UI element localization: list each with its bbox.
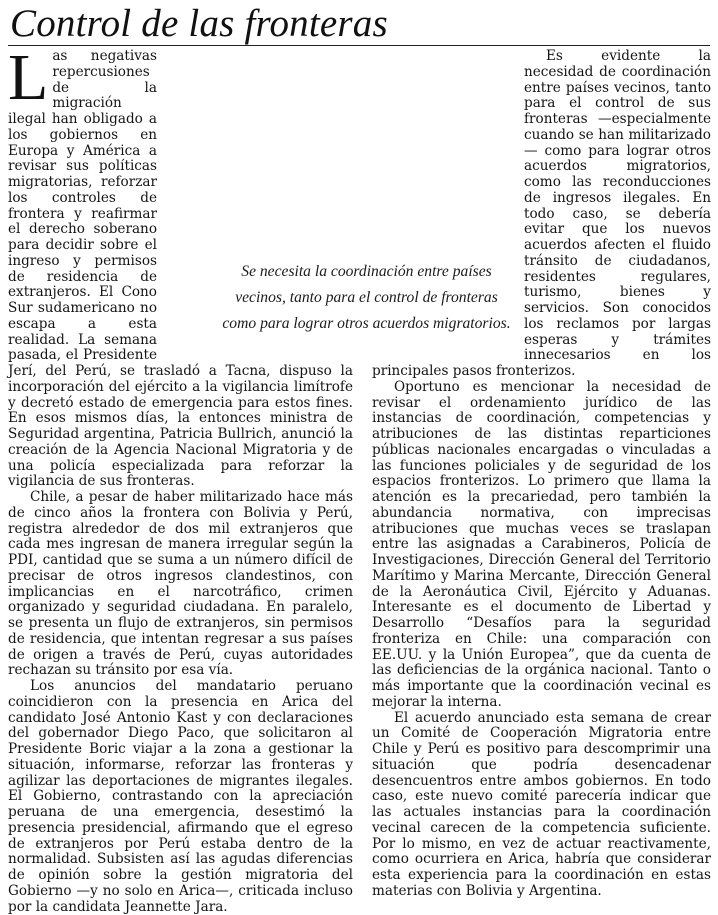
- pull-quote: Se necesita la coordinación entre países vecinos, tanto para el control de fronteras como para lograr otros acuerdos migratorios.: [222, 258, 511, 349]
- paragraph-5: Oportuno es mencionar la necesidad de revisar el ordenamiento jurídico de las instancias de coordinación, competencias y atribuciones de las distintas reparticiones públicas nacionales encargadas o vinculadas a las funciones policiales y de seguridad de los espacios fronterizos. Lo primero que llama la atención es la precariedad, pero también la abundancia normativa, con imprecisas atribuciones que muchas veces se traslapan entre las asignadas a Carabineros, Policía de Investigaciones, Dirección General del Territorio Marítimo y Marina Mercante, Dirección General de la Aeronáutica Civil, Ejército y Aduanas. Interesante es el documento de Libertad y Desarrollo “Desafíos para la seguridad fronteriza en Chile: una comparación con EE.UU. y la Unión Europea”, que da cuenta de las deficiencias de la orgánica nacional. Tanto o más importante que la coordinación vecinal es mejorar la interna.: [372, 378, 711, 710]
- drop-cap: L: [8, 41, 49, 114]
- paragraph-1-text: as negativas repercusiones de la migración ilegal han obligado a los gobiernos en Europa y América a revisar sus políticas migratorias, reforzar los controles de frontera y reafirmar el derecho soberano para decidir sobre el ingreso y permisos de residencia de extranjeros. El Cono Sur sudamericano no escapa a esta realidad. La semana pasada, el Presidente Jerí, del Perú, se trasladó a Tacna, dispuso la incorporación del ejército a la vigilancia limítrofe y decretó estado de emergencia para estos fines. En esos mismos días, la entonces ministra de Seguridad argentina, Patricia Bullrich, anunció la creación de la Agencia Nacional Migratoria y de una policía especializada para reforzar la vigilancia de sus fronteras.: [8, 48, 353, 490]
- paragraph-6: El acuerdo anunciado esta semana de crear un Comité de Cooperación Migratoria entre Chile y Perú es positivo para descomprimir una situación que podría desencadenar desencuentros entre ambos gobiernos. En todo caso, este nuevo comité parecería indicar que las actuales instancias para la coordinación vecinal carecen de la competencia suficiente. Por lo mismo, en vez de actuar reactivamente, como ocurriera en Arica, habría que considerar esta experiencia para la coordinación en estas materias con Bolivia y Argentina.: [372, 709, 711, 899]
- paragraph-2: Chile, a pesar de haber militarizado hace más de cinco años la frontera con Bolivia y Perú, registra alrededor de dos mil extranjeros que cada mes ingresan de manera irregular según la PDI, cantidad que se suma a un número difícil de precisar de otros ingresos clandestinos, con implicancias en el narcotráfico, crimen organizado y seguridad ciudadana. En paralelo, se presenta un flujo de extranjeros, sin permisos de residencia, que intentan regresar a sus países de origen a través de Perú, cuyas autoridades rechazan su tránsito por esa vía.: [8, 489, 353, 679]
- left-column: [8, 41, 353, 915]
- paragraph-4: Es evidente la necesidad de coordinación entre países vecinos, tanto para el control de sus fronteras —especialmente cuando se han militarizado— como para lograr otros acuerdos migratorios, como las reconducciones de ingresos ilegales. En todo caso, se debería evitar que los nuevos acuerdos afecten el fluido tránsito de ciudadanos, residentes regulares, turismo, bienes y servicios. Son conocidos los reclamos por largas esperas y trámites innecesarios en los principales pasos fronterizos.: [372, 48, 711, 379]
- paragraph-3: Los anuncios del mandatario peruano coincidieron con la presencia en Arica del candidato José Antonio Kast y con declaraciones del gobernador Diego Paco, que solicitaron al Presidente Boric viajar a la zona a gestionar la situación, informarse, reforzar las fronteras y agilizar las deportaciones de migrantes ilegales. El Gobierno, contrastando con la apreciación peruana de una emergencia, desestimó la presencia presidencial, afirmando que el egreso de extranjeros por Perú estaba dentro de la normalidad. Subsisten así las agudas diferencias de opinión sobre la gestión migratoria del Gobierno —y no solo en Arica—, criticada incluso por la candidata Jeannette Jara.: [8, 678, 353, 915]
- right-column: [372, 49, 711, 900]
- title-divider: [8, 45, 710, 46]
- article-title: Control de las fronteras: [10, 2, 388, 45]
